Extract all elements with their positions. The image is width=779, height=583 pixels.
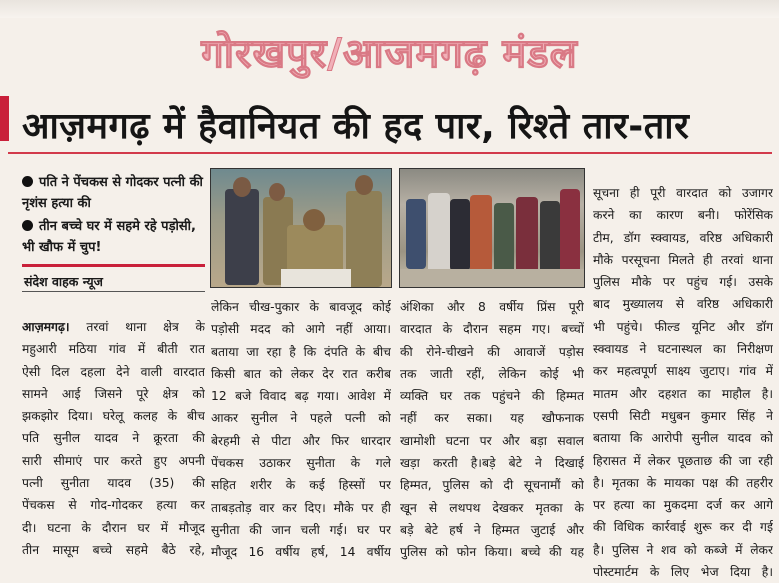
highlight-item: तीन बच्चे घर में सहमे रहे पड़ोसी, भी खौफ में चुप! bbox=[22, 219, 196, 255]
column-line: पत्नी सुनीता यादव (35) की bbox=[22, 476, 205, 491]
bullet-icon bbox=[22, 176, 33, 187]
column-line: पर हत्या का मुकदमा दर्ज कर आगे bbox=[593, 498, 773, 513]
column-line: 12 बजे विवाद बढ़ गया। आवेश में bbox=[211, 389, 391, 404]
column-line: मातम और दहशत का माहौल है। bbox=[593, 386, 773, 401]
column-line: टीम, डॉग स्क्वायड, वरिष्ठ अधिकारी bbox=[593, 230, 773, 245]
column-line: भी पहुंचे। फील्ड यूनिट और डॉग bbox=[593, 319, 773, 334]
column-line: स्क्वायड ने घटनास्थल का निरीक्षण bbox=[593, 342, 773, 357]
column-line: दी। घटना के दौरान घर में मौजूद bbox=[22, 520, 205, 535]
article-column-3 bbox=[400, 296, 584, 564]
headline: आज़मगढ़ में हैवानियत की हद पार, रिश्ते तार-तार bbox=[22, 106, 690, 147]
column-line: खामोशी घटना पर और बड़ा सवाल bbox=[400, 433, 584, 448]
photo-crowd bbox=[399, 168, 585, 288]
column-line: कर महत्वपूर्ण साक्ष्य जुटाए। गांव में bbox=[593, 364, 773, 379]
column-line: पेंचकस से गोद-गोदकर हत्या कर bbox=[22, 498, 205, 513]
column-line: की विधिक कार्रवाई शुरू कर दी गई bbox=[593, 520, 773, 535]
column-line: आकर सुनील ने पहले पत्नी को bbox=[211, 411, 391, 426]
article-column-4 bbox=[593, 182, 773, 583]
column-line: हिम्मत, पुलिस को दी सूचनामौं को bbox=[400, 478, 584, 493]
byline-rule-bottom bbox=[22, 291, 205, 292]
column-line: अंशिका और 8 वर्षीय प्रिंस पूरी bbox=[400, 300, 584, 314]
column-line: पेंचकस उठाकर सुनीता के गले bbox=[211, 456, 391, 471]
column-line: सूचना ही पूरी वारदात को उजागर bbox=[593, 186, 773, 200]
section-title: गोरखपुर/आजमगढ़ मंडल bbox=[201, 31, 578, 77]
column-line: बताया कि आरोपी सुनील यादव को bbox=[593, 431, 773, 446]
headline-divider bbox=[8, 152, 772, 154]
byline: संदेश वाहक न्यूज bbox=[24, 274, 103, 289]
column-line: आज़मगढ़। तरवां थाना क्षेत्र के bbox=[22, 320, 205, 334]
column-line: पति सुनील यादव ने क्रूरता की bbox=[22, 431, 205, 446]
column-line: सामने आई जिसने पूरे क्षेत्र को bbox=[22, 386, 205, 401]
column-line: पड़ोसी मदद को आगे नहीं आया। bbox=[211, 322, 391, 337]
column-line: है। मृतका के मायका पक्ष की तहरीर bbox=[593, 475, 773, 490]
highlight-item: पति ने पेंचकस से गोदकर पत्नी की नृशंस हत्या की bbox=[22, 175, 203, 211]
column-line: बाद मुख्यालय से वरिष्ठ अधिकारी bbox=[593, 297, 773, 312]
article-column-2 bbox=[211, 296, 391, 564]
column-line: ताबड़तोड़ वार कर दिए। मौके पर ही bbox=[211, 500, 391, 515]
column-line: बताया जा रहा है कि दंपति के बीच bbox=[211, 344, 391, 359]
highlights bbox=[22, 172, 204, 260]
column-line: किसी बात को लेकर देर रात करीब bbox=[211, 366, 391, 381]
column-line: हिरासत में लेकर पूछताछ की जा रही bbox=[593, 453, 773, 468]
bullet-icon bbox=[22, 220, 33, 231]
column-line: है। पुलिस ने शव को कब्जे में लेकर bbox=[593, 542, 773, 557]
column-line: वारदात के दौरान सहम गए। बच्चों bbox=[400, 322, 584, 337]
column-line: नहीं कर सका। यह खौफनाक bbox=[400, 411, 584, 426]
column-line: बड़े बेटे हर्ष ने हिम्मत जुटाई और bbox=[400, 522, 584, 537]
column-line: महुआरी मठिया गांव में बीती रात bbox=[22, 342, 205, 357]
column-line: सारी सीमाएं पार करते हुए अपनी bbox=[22, 453, 205, 468]
photo-police-officers bbox=[210, 168, 392, 288]
column-line: पुलिस को फोन किया। बच्चे की यह bbox=[400, 545, 584, 560]
column-line: तक जाती रहीं, लेकिन कोई भी bbox=[400, 366, 584, 381]
column-line: सहित शरीर के कई हिस्सों पर bbox=[211, 478, 391, 493]
column-line: पुलिस मौके पर पहुंच गई। उसके bbox=[593, 275, 773, 290]
column-line: करने का कारण बनी। फोरेंसिक bbox=[593, 208, 773, 223]
column-line: बेरहमी से पीटा और फिर धारदार bbox=[211, 433, 391, 448]
column-line: लेकिन चीख-पुकार के बावजूद कोई bbox=[211, 300, 391, 314]
column-line: पोस्टमार्टम के लिए भेज दिया है। bbox=[593, 565, 773, 580]
top-margin bbox=[0, 0, 779, 18]
column-line: व्यक्ति घर तक पहुंचने की हिम्मत bbox=[400, 389, 584, 404]
accent-bar bbox=[0, 96, 9, 141]
column-line: ऐसी दिल दहला देने वाली वारदात bbox=[22, 364, 205, 379]
column-line: मौजूद 16 वर्षीय हर्ष, 14 वर्षीय bbox=[211, 545, 391, 560]
column-line: खड़ा करती है।बड़े बेटे ने दिखाई bbox=[400, 456, 584, 471]
column-line: की रोने-चीखने की आवाजें पड़ोस bbox=[400, 344, 584, 359]
column-line: मौके परसूचना मिलते ही तरवां थाना bbox=[593, 252, 773, 267]
column-line: एसपी सिटी मधुबन कुमार सिंह ने bbox=[593, 408, 773, 423]
column-line: सुनीता की जान चली गई। घर पर bbox=[211, 522, 391, 537]
article-column-1 bbox=[22, 316, 205, 561]
column-line: झकझोर दिया। घरेलू कलह के बीच bbox=[22, 409, 205, 424]
column-line: तीन मासूम बच्चे सहमे बैठे रहे, bbox=[22, 542, 205, 557]
byline-rule-top bbox=[22, 264, 205, 267]
column-line: खून से लथपथ देखकर मृतका के bbox=[400, 500, 584, 515]
